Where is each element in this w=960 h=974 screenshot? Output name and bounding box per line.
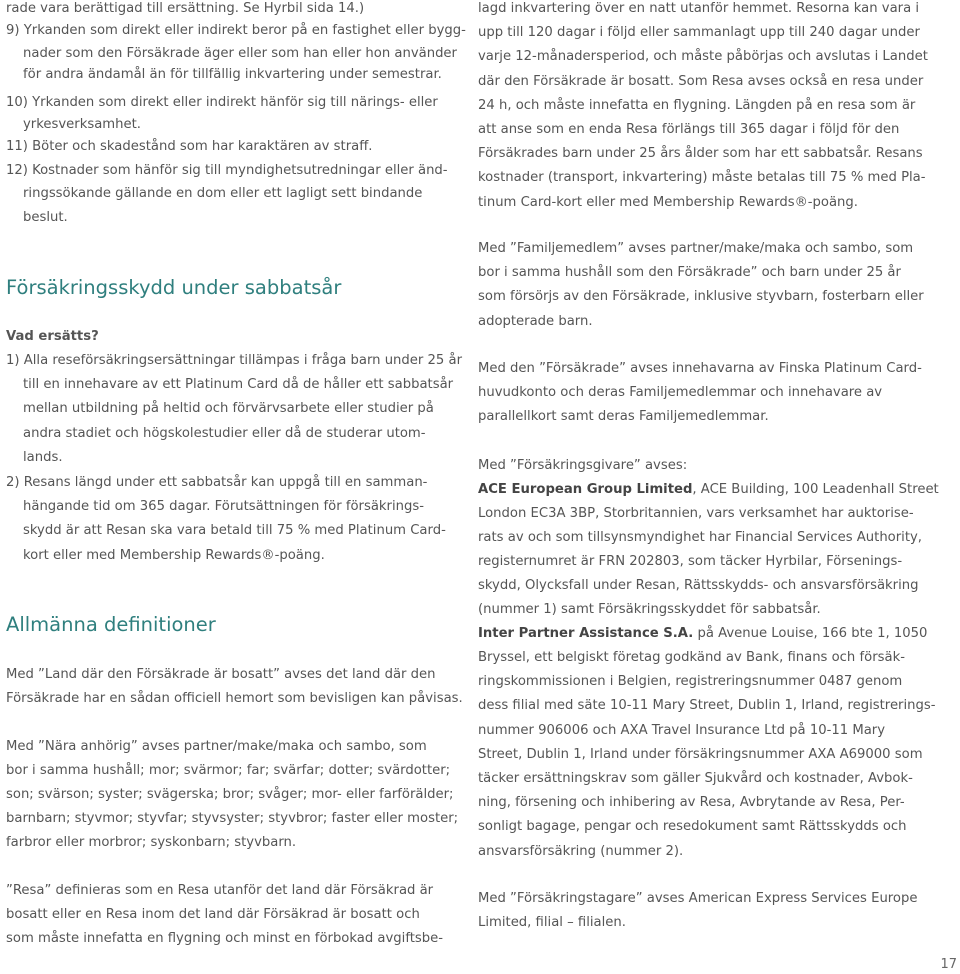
text-line: som måste innefatta en flygning och minst en förbokad avgiftsbe- <box>6 931 444 946</box>
text-line: (nummer 1) samt Försäkringsskyddet för sabbatsår. <box>478 602 821 617</box>
text-line: registernumret är FRN 202803, som täcker Hyrbilar, Försenings- <box>478 554 903 569</box>
text-line: 11) Böter och skadestånd som har karaktären av straff. <box>6 139 373 154</box>
text-line: Med ”Land där den Försäkrade är bosatt” avses det land där den <box>6 667 436 682</box>
text-line: kort eller med Membership Rewards®-poäng. <box>23 548 325 563</box>
text-line: yrkesverksamhet. <box>23 117 141 132</box>
text-line: varje 12-månadersperiod, och måste påbörjas och avslutas i Landet <box>478 49 928 64</box>
heading-definitions: Allmänna definitioner <box>6 613 216 636</box>
text-line: till en innehavare av ett Platinum Card då de håller ett sabbatsår <box>23 377 454 392</box>
text-line: rats av och som tillsynsmyndighet har Financial Services Authority, <box>478 530 922 545</box>
text-line: farbror eller morbror; syskonbarn; styvbarn. <box>6 835 297 850</box>
text-line: Med ”Försäkringstagare” avses American Express Services Europe <box>478 891 918 906</box>
text-line: lands. <box>23 450 63 465</box>
text-line: ning, försening och inhibering av Resa, Avbrytande av Resa, Per- <box>478 795 905 810</box>
text-line: andra stadiet och högskolestudier eller då de studerar utom- <box>23 426 426 441</box>
text-line: ringskommissionen i Belgien, registreringsnummer 0487 genom <box>478 674 903 689</box>
text-line: Med ”Nära anhörig” avses partner/make/maka och sambo, som <box>6 739 427 754</box>
heading-sabbatical: Försäkringsskydd under sabbatsår <box>6 276 342 299</box>
text-line: tinum Card-kort eller med Membership Rewards®-poäng. <box>478 195 858 210</box>
text-line: täcker ersättningskrav som gäller Sjukvård och kostnader, Avbok- <box>478 771 913 786</box>
text-line: som försörjs av den Försäkrade, inklusive styvbarn, fosterbarn eller <box>478 289 924 304</box>
text-line: där den Försäkrade är bosatt. Som Resa avses också en resa under <box>478 74 924 89</box>
text-line: son; svärson; syster; svägerska; bror; svåger; mor- eller farförälder; <box>6 787 454 802</box>
text-line: barnbarn; styvmor; styvfar; styvsyster; styvbror; faster eller moster; <box>6 811 459 826</box>
text-line: mellan utbildning på heltid och förvärvsarbete eller studier på <box>23 401 434 416</box>
text-line: Limited, filial – filialen. <box>478 915 626 930</box>
text-line: Försäkrades barn under 25 års ålder som har ett sabbatsår. Resans <box>478 146 923 161</box>
text-line: kostnader (transport, inkvartering) måste betalas till 75 % med Pla- <box>478 170 926 185</box>
text-line: ringssökande gällande en dom eller ett lagligt sett bindande <box>23 186 423 201</box>
insurer-ace-name: ACE European Group Limited <box>478 482 693 497</box>
text-line: huvudkonto och deras Familjemedlemmar och innehavare av <box>478 385 883 400</box>
subheading-what-covered: Vad ersätts? <box>6 329 99 344</box>
text-line: sonligt bagage, pengar och resedokument samt Rättsskydds och <box>478 819 907 834</box>
insurer-ace-first-line: ACE European Group Limited, ACE Building, 100 Leadenhall Street <box>478 482 939 497</box>
text-line: skydd är att Resan ska vara betald till 75 % med Platinum Card- <box>23 523 446 538</box>
text-line: London EC3A 3BP, Storbritannien, vars verksamhet har auktorise- <box>478 506 914 521</box>
text-line: bosatt eller en Resa inom det land där Försäkrad är bosatt och <box>6 907 420 922</box>
text-line: bor i samma hushåll som den Försäkrade” och barn under 25 år <box>478 265 901 280</box>
text-line: upp till 120 dagar i följd eller sammanlagt upp till 240 dagar under <box>478 25 920 40</box>
text-line: Bryssel, ett belgiskt företag godkänd av Bank, finans och försäk- <box>478 650 905 665</box>
text-line: 10) Yrkanden som direkt eller indirekt hänför sig till närings- eller <box>6 95 438 110</box>
text-line: Med den ”Försäkrade” avses innehavarna av Finska Platinum Card- <box>478 361 922 376</box>
page-number: 17 <box>940 957 957 972</box>
text-line: adopterade barn. <box>478 314 593 329</box>
text-line: 9) Yrkanden som direkt eller indirekt beror på en fastighet eller bygg- <box>6 23 466 38</box>
text-line: hängande tid om 365 dagar. Förutsättningen för försäkrings- <box>23 499 424 514</box>
text-line: nummer 906006 och AXA Travel Insurance Ltd på 10-11 Mary <box>478 723 886 738</box>
text-line: ”Resa” definieras som en Resa utanför det land där Försäkrad är <box>6 883 434 898</box>
insurer-ipa-name: Inter Partner Assistance S.A. <box>478 626 694 641</box>
text-line: rade vara berättigad till ersättning. Se Hyrbil sida 14.) <box>6 1 365 16</box>
text-line: 2) Resans längd under ett sabbatsår kan uppgå till en samman- <box>6 475 428 490</box>
text-line: 1) Alla reseförsäkringsersättningar tillämpas i fråga barn under 25 år <box>6 353 462 368</box>
text-line: lagd inkvartering över en natt utanför hemmet. Resorna kan vara i <box>478 1 920 16</box>
text-line: 12) Kostnader som hänför sig till myndighetsutredningar eller änd- <box>6 163 448 178</box>
text-line: ansvarsförsäkring (nummer 2). <box>478 844 684 859</box>
text-line: bor i samma hushåll; mor; svärmor; far; svärfar; dotter; svärdotter; <box>6 763 451 778</box>
text-line: Street, Dublin 1, Irland under försäkringsnummer AXA A69000 som <box>478 747 923 762</box>
text-line: nader som den Försäkrade äger eller som han eller hon använder <box>23 46 457 61</box>
text-line: parallellkort samt deras Familjemedlemmar. <box>478 409 769 424</box>
text-line: att anse som en enda Resa förlängs till 365 dagar i följd för den <box>478 122 900 137</box>
text-line: 24 h, och måste innefatta en flygning. Längden på en resa som är <box>478 98 916 113</box>
insurer-intro: Med ”Försäkringsgivare” avses: <box>478 458 688 473</box>
text-line: dess filial med säte 10-11 Mary Street, Dublin 1, Irland, registrerings- <box>478 698 936 713</box>
insurer-ipa-first-line: Inter Partner Assistance S.A. på Avenue Louise, 166 bte 1, 1050 <box>478 626 928 641</box>
text-line: skydd, Olycksfall under Resan, Rättsskydds- och ansvarsförsäkring <box>478 578 919 593</box>
text-line: Försäkrade har en sådan officiell hemort som bevisligen kan påvisas. <box>6 691 463 706</box>
text-line: beslut. <box>23 210 68 225</box>
text-line: Med ”Familjemedlem” avses partner/make/maka och sambo, som <box>478 241 914 256</box>
text-line: för andra ändamål än för tillfällig inkvartering under semestrar. <box>23 67 442 82</box>
